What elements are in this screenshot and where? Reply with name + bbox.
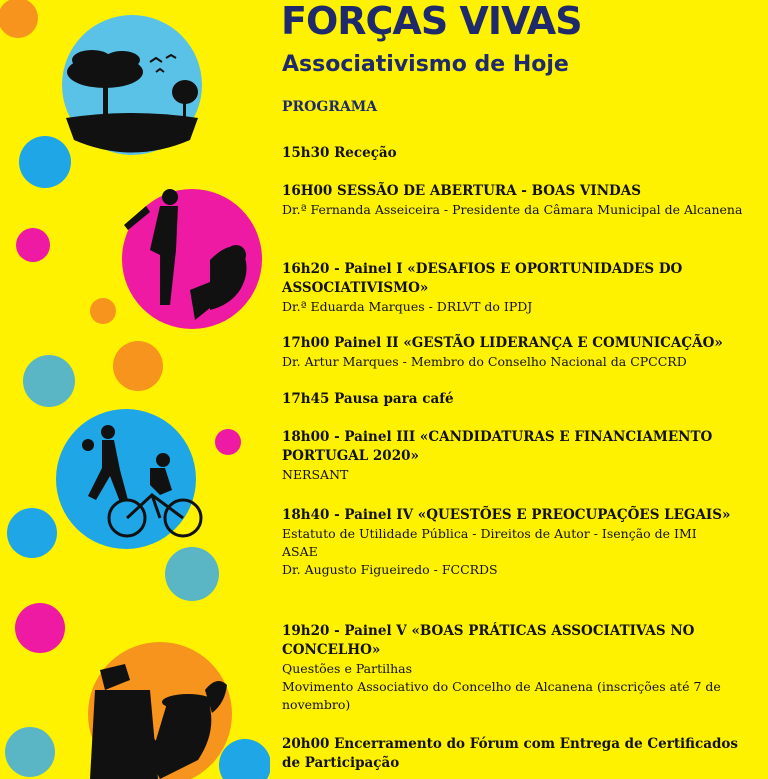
- list-item: [282, 144, 752, 163]
- item-line: Movimento Associativo do Concelho de Alcanena (inscrições até 7 de novembro): [282, 679, 721, 712]
- tree-landscape-icon: [62, 15, 202, 155]
- item-heading: 17h00 Painel II «GESTÃO LIDERANÇA E COMUNICAÇÃO»: [282, 335, 723, 351]
- item-line: Dr. Augusto Figueiredo - FCCRDS: [282, 562, 498, 577]
- list-item: [282, 735, 752, 773]
- list-item: [282, 390, 752, 409]
- item-line: ASAE: [282, 544, 318, 559]
- item-heading: 17h45 Pausa para café: [282, 391, 454, 407]
- programa-label: PROGRAMA: [282, 99, 378, 115]
- item-heading: 16h20 - Painel I «DESAFIOS E OPORTUNIDADES DO ASSOCIATIVISMO»: [282, 261, 683, 296]
- item-heading: 18h40 - Painel IV «QUESTÕES E PREOCUPAÇÕES LEGAIS»: [282, 507, 731, 523]
- athletes-cyclist-icon: [56, 409, 201, 549]
- item-line: Questões e Partilhas: [282, 661, 413, 676]
- folk-figures-icon: [88, 642, 232, 779]
- page-title: FORÇAS VIVAS: [281, 0, 582, 43]
- list-item: [282, 428, 752, 484]
- item-line: Dr.ª Fernanda Asseiceira - Presidente da Câmara Municipal de Alcanena: [282, 202, 743, 217]
- item-line: Dr. Artur Marques - Membro do Conselho Nacional da CPCCRD: [282, 354, 687, 369]
- page-subtitle: Associativismo de Hoje: [282, 52, 569, 77]
- musicians-icon: [122, 189, 262, 329]
- list-item: [282, 506, 752, 579]
- item-heading: 20h00 Encerramento do Fórum com Entrega de Certificados de Participação: [282, 736, 739, 771]
- item-heading: 15h30 Receção: [282, 145, 397, 161]
- item-heading: 19h20 - Painel V «BOAS PRÁTICAS ASSOCIATIVAS NO CONCELHO»: [282, 623, 695, 658]
- list-item: [282, 260, 752, 316]
- item-line: Dr.ª Eduarda Marques - DRLVT do IPDJ: [282, 299, 533, 314]
- item-line: Estatuto de Utilidade Pública - Direitos de Autor - Isenção de IMI: [282, 526, 697, 541]
- decorative-illustrations: [0, 0, 270, 779]
- item-heading: 18h00 - Painel III «CANDIDATURAS E FINANCIAMENTO PORTUGAL 2020»: [282, 429, 713, 464]
- item-line: NERSANT: [282, 467, 349, 482]
- list-item: [282, 334, 752, 371]
- list-item: [282, 622, 752, 714]
- list-item: [282, 182, 752, 219]
- item-heading: 16H00 SESSÃO DE ABERTURA - BOAS VINDAS: [282, 183, 641, 199]
